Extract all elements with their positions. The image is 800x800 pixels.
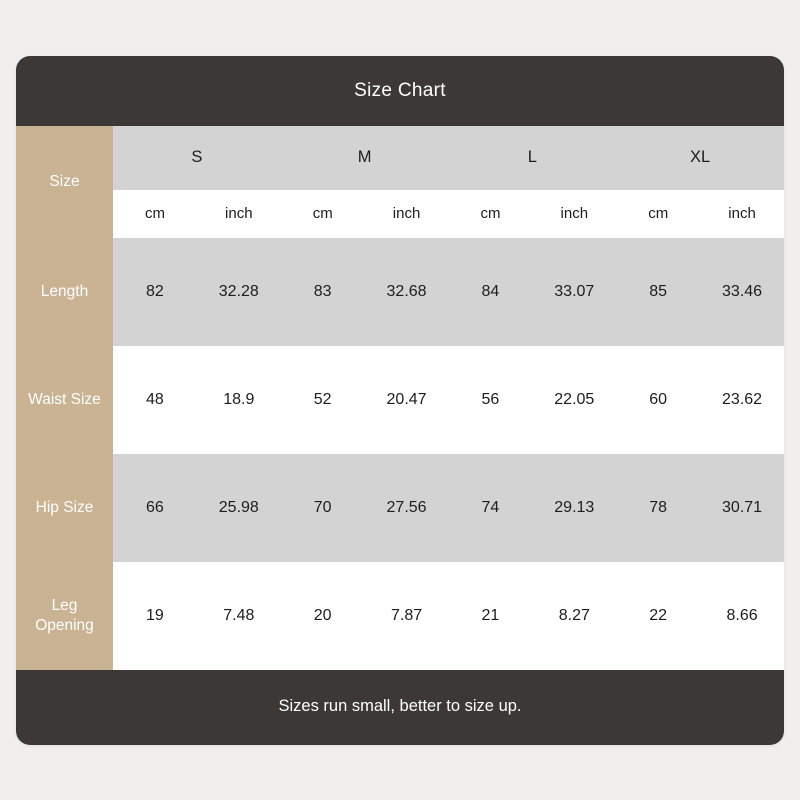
row-label-waist-size: Waist Size: [28, 390, 101, 408]
unit-cm-l: cm: [480, 205, 501, 222]
cell-hip-xl-inch: 30.71: [722, 498, 763, 516]
cell-length-xl-inch: 33.46: [722, 282, 763, 300]
unit-inch-s: inch: [225, 205, 253, 222]
unit-cm-m: cm: [312, 205, 333, 222]
unit-inch-l: inch: [560, 205, 589, 222]
cell-waist-m-inch: 20.47: [386, 390, 427, 408]
cell-leg-xl-inch: 8.66: [726, 606, 758, 624]
cell-length-m-inch: 32.68: [386, 282, 427, 300]
row-label-leg-opening: Leg Opening: [35, 597, 94, 634]
table-row: [113, 238, 784, 346]
cell-waist-xl-cm: 60: [649, 390, 668, 408]
size-header-s: S: [191, 148, 203, 166]
unit-header-row: [113, 190, 784, 238]
cell-leg-xl-cm: 22: [649, 606, 668, 624]
cell-length-s-inch: 32.28: [218, 282, 259, 300]
row-label-column: [16, 126, 113, 670]
cell-leg-s-cm: 19: [146, 606, 164, 624]
size-header-l: L: [527, 148, 537, 166]
row-label-hip-size: Hip Size: [35, 498, 94, 516]
cell-hip-m-cm: 70: [313, 498, 332, 516]
cell-leg-s-inch: 7.48: [223, 606, 255, 624]
cell-hip-s-inch: 25.98: [218, 498, 259, 516]
cell-leg-m-cm: 20: [313, 606, 332, 624]
cell-leg-l-inch: 8.27: [558, 606, 590, 624]
size-header-m: M: [357, 148, 372, 166]
cell-leg-m-inch: 7.87: [390, 606, 423, 624]
cell-length-m-cm: 83: [313, 282, 332, 300]
cell-waist-m-cm: 52: [313, 390, 332, 408]
row-label-length: Length: [40, 282, 89, 300]
table-corner-label: Size: [49, 172, 80, 190]
cell-hip-s-cm: 66: [146, 498, 164, 516]
cell-hip-xl-cm: 78: [649, 498, 668, 516]
page-title: Size Chart: [354, 79, 446, 101]
data-columns: [113, 126, 784, 670]
table-row: [113, 346, 784, 454]
cell-waist-l-cm: 56: [481, 390, 500, 408]
cell-length-s-cm: 82: [146, 282, 164, 300]
cell-length-l-inch: 33.07: [554, 282, 595, 300]
size-table: [16, 126, 784, 670]
cell-length-l-cm: 84: [481, 282, 500, 300]
table-row: [113, 454, 784, 562]
cell-hip-l-inch: 29.13: [554, 498, 595, 516]
cell-waist-l-inch: 22.05: [554, 390, 595, 408]
table-row: [113, 562, 784, 670]
cell-waist-xl-inch: 23.62: [722, 390, 763, 408]
card-header: [16, 56, 784, 126]
card-footer: [16, 670, 784, 745]
cell-leg-l-cm: 21: [481, 606, 500, 624]
unit-inch-m: inch: [392, 205, 421, 222]
cell-length-xl-cm: 85: [649, 282, 668, 300]
unit-cm-xl: cm: [648, 205, 669, 222]
size-header-xl: XL: [690, 148, 711, 166]
cell-hip-l-cm: 74: [481, 498, 500, 516]
unit-inch-xl: inch: [728, 205, 756, 222]
size-header-row: [113, 126, 784, 190]
unit-cm-s: cm: [144, 205, 165, 222]
size-chart-card: [16, 56, 784, 745]
cell-hip-m-inch: 27.56: [386, 498, 427, 516]
sizing-note: Sizes run small, better to size up.: [278, 696, 522, 715]
cell-waist-s-cm: 48: [146, 390, 164, 408]
cell-waist-s-inch: 18.9: [223, 390, 255, 408]
